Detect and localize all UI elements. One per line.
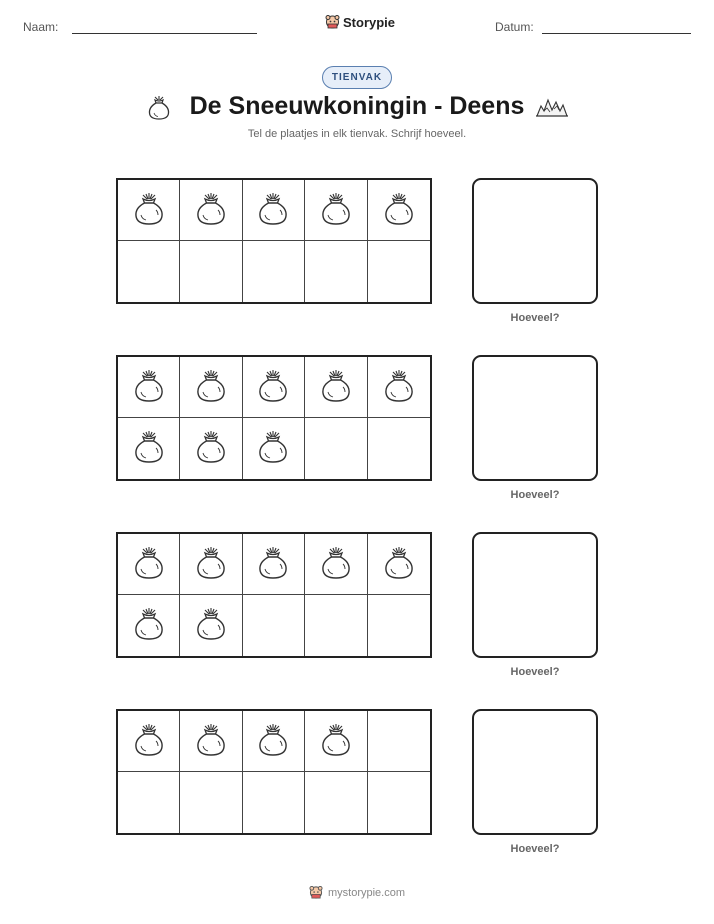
money-bag-icon bbox=[132, 544, 166, 585]
name-line[interactable] bbox=[72, 33, 257, 34]
money-bag-icon bbox=[256, 544, 290, 585]
money-bag-icon bbox=[194, 721, 228, 762]
ten-frame-cell bbox=[180, 534, 242, 595]
worksheet-type-badge: TIENVAK bbox=[322, 66, 392, 89]
money-bag-icon bbox=[194, 605, 228, 646]
ten-frame-cell bbox=[368, 418, 430, 479]
answer-box-1[interactable] bbox=[472, 178, 598, 304]
ten-frame-cell bbox=[243, 534, 305, 595]
money-bag-icon bbox=[256, 190, 290, 231]
ten-frame-cell bbox=[180, 772, 242, 833]
ten-frame-cell bbox=[368, 711, 430, 772]
ten-frame-4 bbox=[116, 709, 432, 835]
ten-frame-cell bbox=[118, 711, 180, 772]
worksheet-title: De Sneeuwkoningin - Deens bbox=[189, 92, 525, 120]
answer-label-2: Hoeveel? bbox=[510, 489, 560, 501]
storypie-logo bbox=[325, 14, 395, 30]
answer-label-3: Hoeveel? bbox=[510, 666, 560, 678]
ten-frame-cell bbox=[118, 534, 180, 595]
ten-frame-cell bbox=[243, 772, 305, 833]
date-line[interactable] bbox=[542, 33, 691, 34]
ten-frame-cell bbox=[180, 357, 242, 418]
ten-frame-cell bbox=[368, 772, 430, 833]
ten-frame-3 bbox=[116, 532, 432, 658]
money-bag-icon bbox=[319, 190, 353, 231]
ten-frame-cell bbox=[305, 711, 367, 772]
footer bbox=[0, 885, 714, 900]
storypie-mascot-icon bbox=[325, 14, 340, 30]
money-bag-icon bbox=[132, 367, 166, 408]
money-bag-icon bbox=[319, 367, 353, 408]
ten-frame-cell bbox=[180, 711, 242, 772]
ten-frame-cell bbox=[243, 418, 305, 479]
ten-frame-2 bbox=[116, 355, 432, 481]
ten-frame-cell bbox=[118, 418, 180, 479]
ten-frame-cell bbox=[368, 534, 430, 595]
ten-frame-cell bbox=[118, 772, 180, 833]
storypie-mascot-icon bbox=[309, 885, 323, 900]
money-bag-icon bbox=[256, 367, 290, 408]
snowy-castle-icon bbox=[535, 96, 569, 118]
ten-frame-cell bbox=[368, 241, 430, 302]
ten-frame-cell bbox=[118, 595, 180, 656]
money-bag-icon bbox=[256, 721, 290, 762]
money-bag-icon bbox=[319, 544, 353, 585]
ten-frame-cell bbox=[243, 357, 305, 418]
ten-frame-cell bbox=[118, 241, 180, 302]
money-bag-icon bbox=[256, 428, 290, 469]
ten-frame-cell bbox=[243, 711, 305, 772]
answer-label-1: Hoeveel? bbox=[510, 312, 560, 324]
date-label: Datum: bbox=[495, 20, 534, 34]
money-bag-icon bbox=[194, 544, 228, 585]
money-bag-icon bbox=[194, 190, 228, 231]
ten-frame-cell bbox=[305, 772, 367, 833]
ten-frame-cell bbox=[368, 357, 430, 418]
ten-frame-cell bbox=[180, 418, 242, 479]
ten-frame-1 bbox=[116, 178, 432, 304]
ten-frame-cell bbox=[243, 595, 305, 656]
ten-frame-cell bbox=[243, 180, 305, 241]
answer-box-2[interactable] bbox=[472, 355, 598, 481]
logo-text: Storypie bbox=[343, 14, 396, 30]
ten-frame-cell bbox=[118, 357, 180, 418]
footer-url: mystorypie.com bbox=[327, 886, 406, 899]
ten-frame-cell bbox=[305, 534, 367, 595]
ten-frame-cell bbox=[305, 180, 367, 241]
ten-frame-cell bbox=[305, 418, 367, 479]
ten-frame-cell bbox=[305, 241, 367, 302]
ten-frame-cell bbox=[243, 241, 305, 302]
ten-frame-cell bbox=[180, 180, 242, 241]
ten-frame-cell bbox=[180, 595, 242, 656]
money-bag-icon bbox=[132, 428, 166, 469]
ten-frame-cell bbox=[368, 595, 430, 656]
money-bag-icon bbox=[132, 605, 166, 646]
money-bag-icon bbox=[382, 544, 416, 585]
money-bag-icon bbox=[319, 721, 353, 762]
money-bag-icon bbox=[382, 367, 416, 408]
ten-frame-cell bbox=[118, 180, 180, 241]
answer-label-4: Hoeveel? bbox=[510, 843, 560, 855]
ten-frame-cell bbox=[305, 357, 367, 418]
ten-frame-cell bbox=[180, 241, 242, 302]
money-bag-icon bbox=[194, 367, 228, 408]
name-label: Naam: bbox=[23, 20, 59, 34]
answer-box-4[interactable] bbox=[472, 709, 598, 835]
ten-frame-cell bbox=[305, 595, 367, 656]
money-bag-icon bbox=[132, 190, 166, 231]
answer-box-3[interactable] bbox=[472, 532, 598, 658]
ten-frame-cell bbox=[368, 180, 430, 241]
money-bag-icon bbox=[382, 190, 416, 231]
worksheet-instructions: Tel de plaatjes in elk tienvak. Schrijf hoeveel. bbox=[247, 128, 467, 140]
money-bag-icon bbox=[194, 428, 228, 469]
money-bag-icon bbox=[132, 721, 166, 762]
